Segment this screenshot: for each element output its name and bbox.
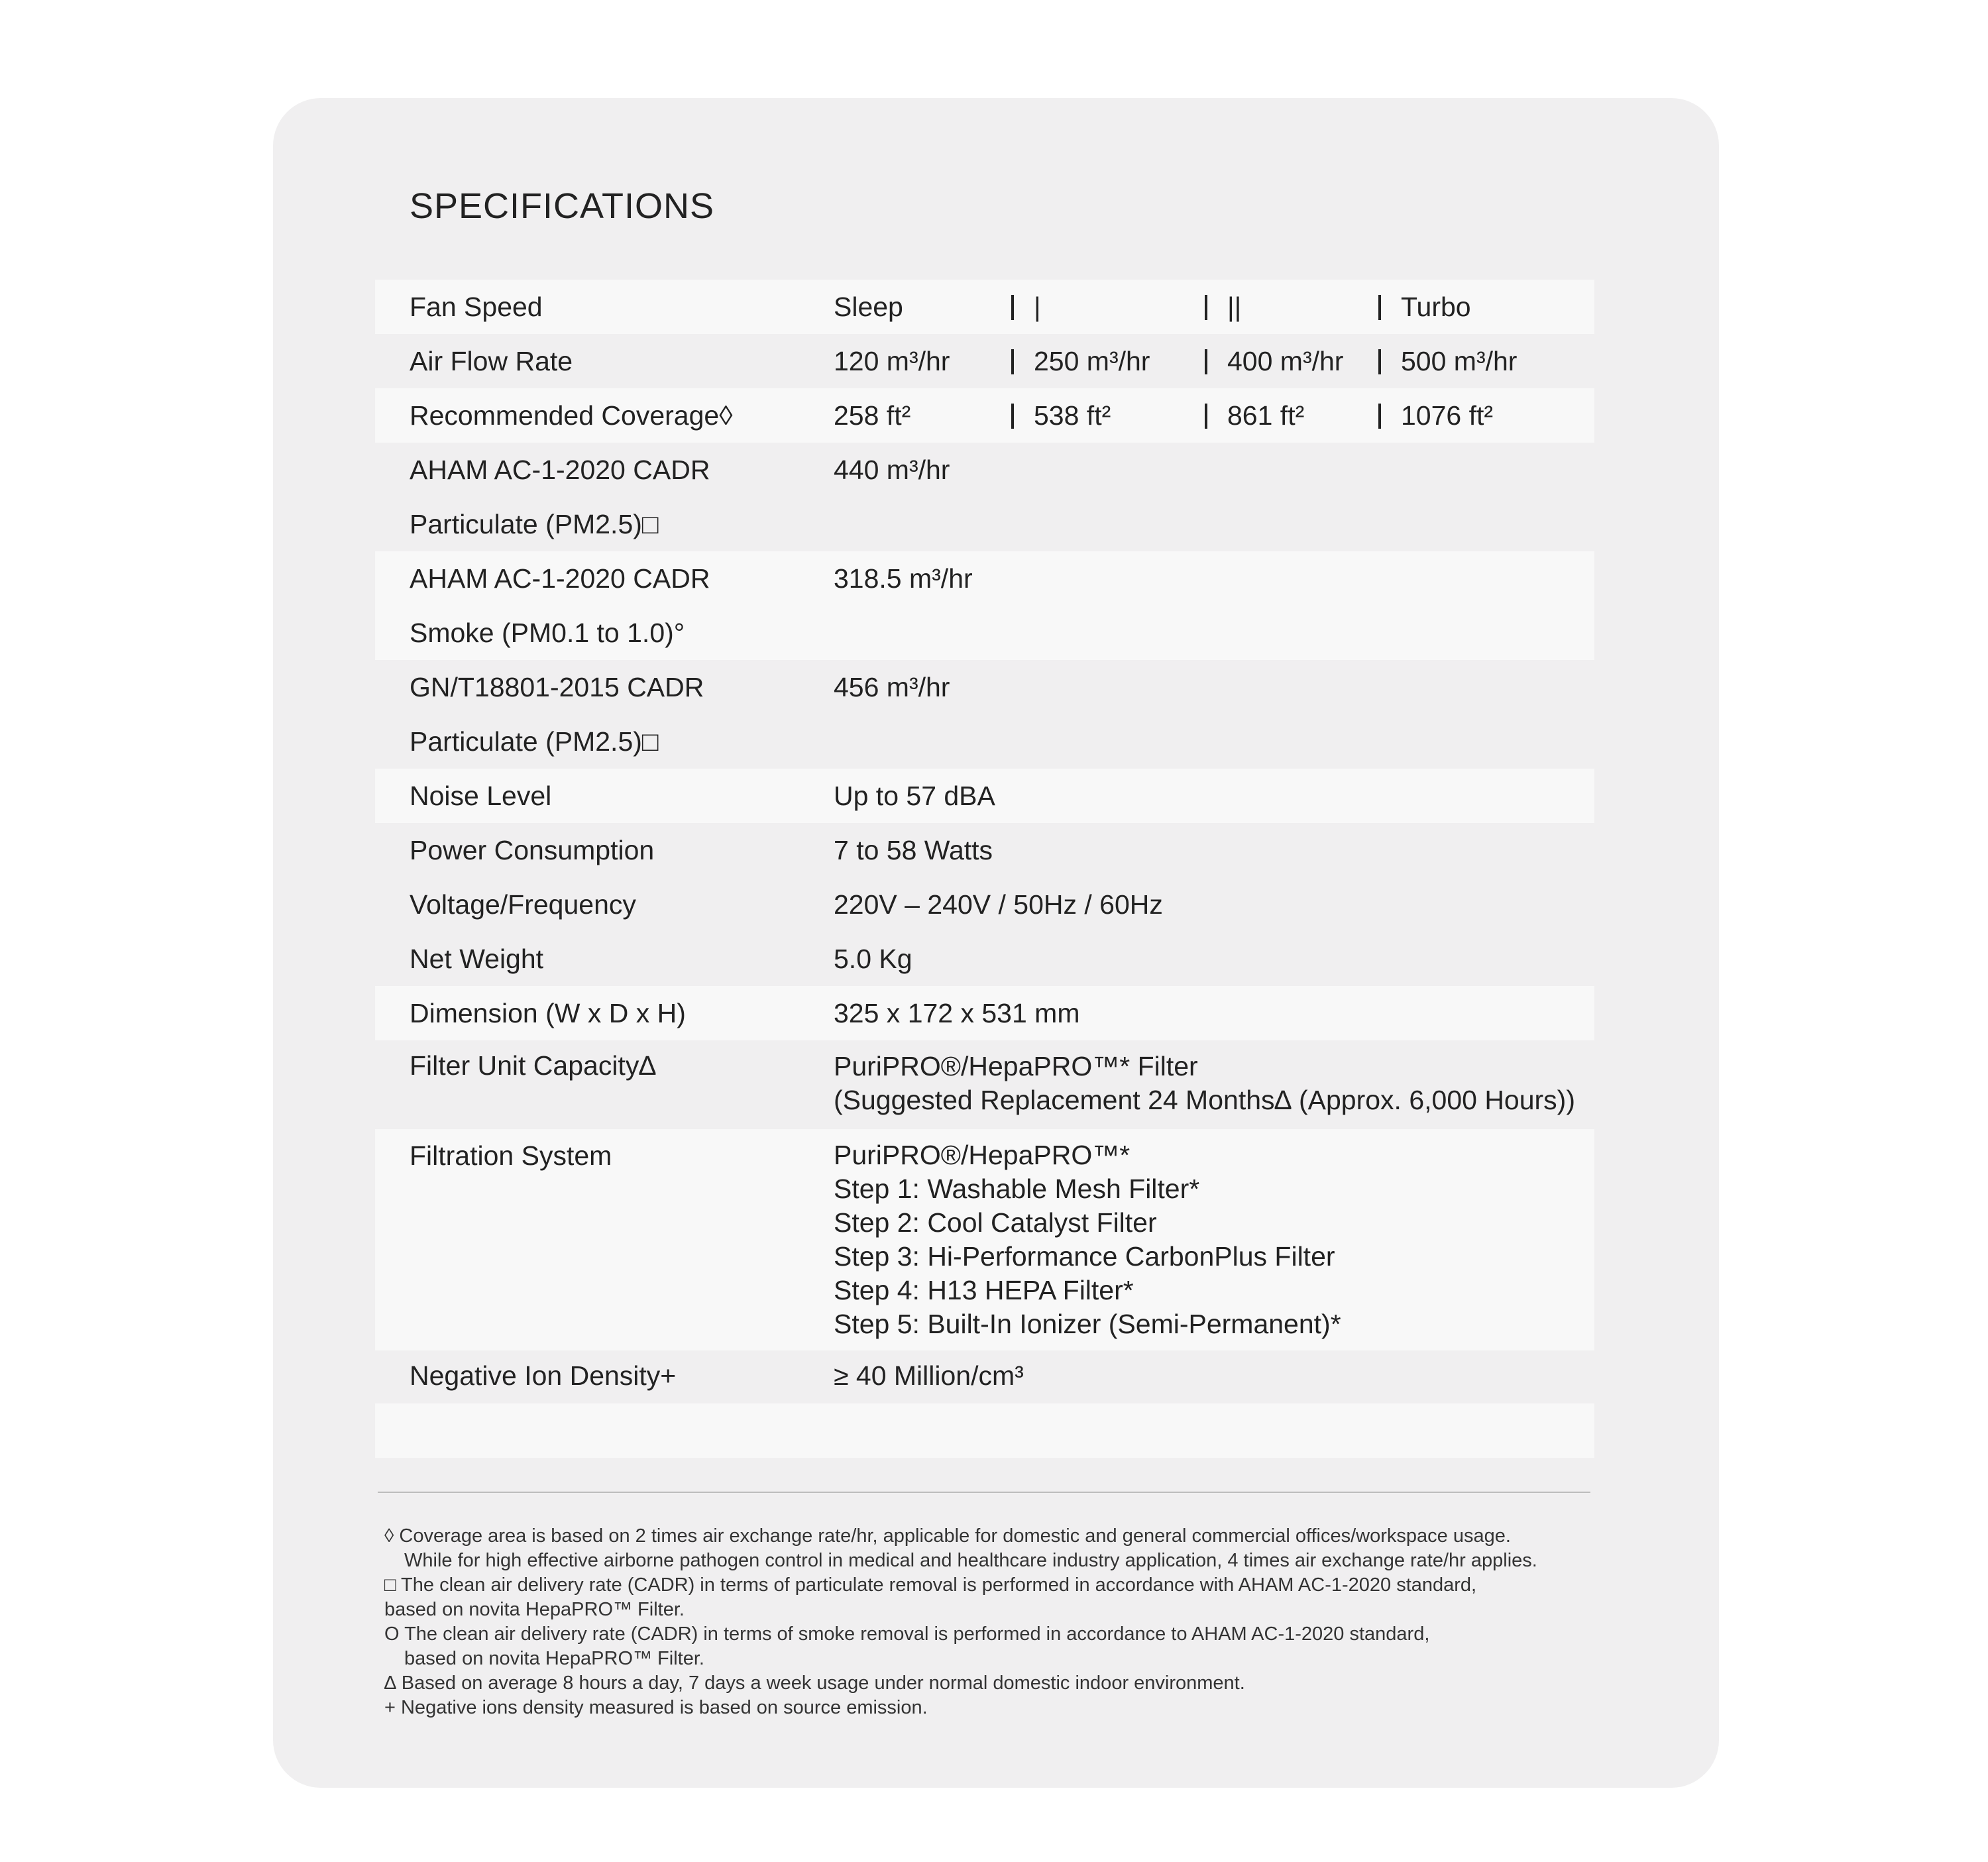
row-value: 5.0 Kg [834, 944, 912, 974]
footnote-line: □ The clean air delivery rate (CADR) in terms of particulate removal is performed in accordance with AHAM AC-1-2020 standard, [384, 1574, 1477, 1596]
table-row-weight [375, 932, 1594, 986]
table-row-aham-smoke [375, 551, 1594, 660]
footnote-line: While for high effective airborne pathogen control in medical and healthcare industry application, 4 times air exchange rate/hr applies. [404, 1550, 1537, 1571]
table-row-ion [375, 1350, 1594, 1403]
row-label [410, 443, 710, 551]
row-value: 258 ft² [834, 400, 911, 431]
table-row-power [375, 823, 1594, 877]
row-value: || [1205, 280, 1241, 334]
row-label: Filter Unit Capacity∆ [410, 1050, 656, 1081]
row-label-line: GN/T18801-2015 CADR [410, 672, 704, 702]
footnote-line: based on novita HepaPRO™ Filter. [404, 1648, 704, 1669]
row-label-line: Particulate (PM2.5)□ [410, 726, 659, 757]
row-value: 538 ft² [1011, 388, 1111, 443]
row-label-line: AHAM AC-1-2020 CADR [410, 455, 710, 485]
row-value: | [1011, 280, 1041, 334]
filtration-line: PuriPRO®/HepaPRO™* [834, 1140, 1131, 1170]
row-value: Turbo [1378, 280, 1471, 334]
footnote-line: + Negative ions density measured is based on source emission. [384, 1697, 928, 1718]
filtration-line: Step 2: Cool Catalyst Filter [834, 1207, 1157, 1238]
row-label: Net Weight [410, 944, 544, 974]
table-row-aham-pm25 [375, 443, 1594, 551]
row-value: 7 to 58 Watts [834, 835, 993, 865]
spec-table [375, 280, 1594, 1458]
table-row-empty [375, 1403, 1594, 1458]
row-label [410, 551, 710, 660]
row-value: 325 x 172 x 531 mm [834, 998, 1080, 1028]
row-label [410, 660, 704, 769]
filtration-line: Step 4: H13 HEPA Filter* [834, 1275, 1134, 1305]
table-row-filtration [375, 1129, 1594, 1350]
row-value [834, 1138, 1341, 1341]
footnote-line: ∆ Based on average 8 hours a day, 7 days a week usage under normal domestic indoor environment. [384, 1672, 1245, 1694]
footnote-line: O The clean air delivery rate (CADR) in terms of smoke removal is performed in accordance to AHAM AC-1-2020 standard, [384, 1623, 1430, 1645]
row-value: Sleep [834, 292, 903, 322]
filtration-line: Step 3: Hi-Performance CarbonPlus Filter [834, 1241, 1335, 1272]
row-value: Up to 57 dBA [834, 781, 995, 811]
row-label-line: Smoke (PM0.1 to 1.0)° [410, 618, 685, 648]
row-value: 1076 ft² [1378, 388, 1493, 443]
row-label: Filtration System [410, 1140, 612, 1171]
row-label: Voltage/Frequency [410, 889, 636, 920]
table-row-dimension [375, 986, 1594, 1040]
row-label: Recommended Coverage◊ [410, 400, 733, 431]
row-value: 456 m³/hr [834, 672, 950, 702]
table-row-gnt [375, 660, 1594, 769]
row-value-line: PuriPRO®/HepaPRO™* Filter [834, 1051, 1198, 1081]
row-value: 500 m³/hr [1378, 334, 1517, 388]
row-label: Power Consumption [410, 835, 655, 865]
row-value: 250 m³/hr [1011, 334, 1150, 388]
row-value: 440 m³/hr [834, 455, 950, 485]
row-label: Negative Ion Density+ [410, 1360, 677, 1391]
row-value: 861 ft² [1205, 388, 1304, 443]
table-row-noise [375, 769, 1594, 823]
row-value: 120 m³/hr [834, 346, 950, 376]
table-row-air-flow [375, 334, 1594, 388]
filtration-line: Step 5: Built-In Ionizer (Semi-Permanent)* [834, 1309, 1341, 1339]
footnote-line: based on novita HepaPRO™ Filter. [384, 1599, 685, 1620]
row-label: Noise Level [410, 781, 552, 811]
row-value: ≥ 40 Million/cm³ [834, 1360, 1024, 1391]
row-label-line: Particulate (PM2.5)□ [410, 509, 659, 539]
row-label: Fan Speed [410, 292, 543, 322]
row-label-line: AHAM AC-1-2020 CADR [410, 563, 710, 594]
row-label: Air Flow Rate [410, 346, 573, 376]
filtration-line: Step 1: Washable Mesh Filter* [834, 1174, 1200, 1204]
row-value: 220V – 240V / 50Hz / 60Hz [834, 889, 1163, 920]
table-row-fan-speed [375, 280, 1594, 334]
row-value-line: (Suggested Replacement 24 Months∆ (Approx. 6,000 Hours)) [834, 1085, 1575, 1115]
row-value: 400 m³/hr [1205, 334, 1343, 388]
row-value: 318.5 m³/hr [834, 563, 973, 594]
footnote-divider [378, 1492, 1590, 1493]
footnotes [384, 1524, 1537, 1720]
page-title: SPECIFICATIONS [410, 186, 715, 226]
table-row-coverage [375, 388, 1594, 443]
row-value [834, 1050, 1575, 1117]
table-row-filter-capacity [375, 1040, 1594, 1129]
footnote-line: ◊ Coverage area is based on 2 times air exchange rate/hr, applicable for domestic and general commercial offices/workspace usage. [384, 1525, 1511, 1547]
table-row-voltage [375, 877, 1594, 932]
row-label: Dimension (W x D x H) [410, 998, 686, 1028]
